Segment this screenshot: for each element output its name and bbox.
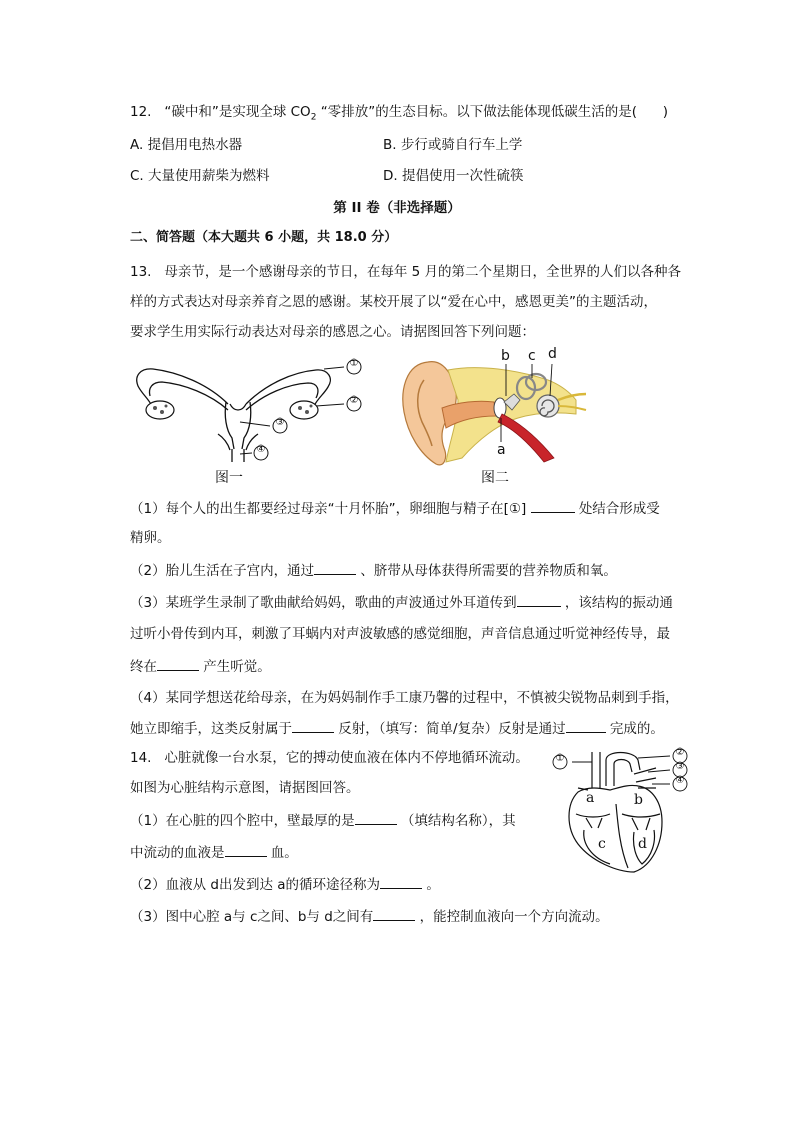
section-header: 二、简答题（本大题共 6 小题，共 18.0 分） <box>130 230 398 245</box>
heart-label-1: ① <box>555 753 565 764</box>
q13-sub3-line2: 过听小骨传到内耳，刺激了耳蜗内对声波敏感的感觉细胞，声音信息通过听觉神经传导，最 <box>130 626 670 642</box>
fig1-label-3: ③ <box>275 417 285 428</box>
fig2-label-c: c <box>528 348 536 364</box>
fig1-label-2: ② <box>349 395 359 406</box>
answer-blank[interactable] <box>157 656 199 671</box>
q12-option-a: A. 提倡用电热水器 <box>130 137 243 153</box>
heart-label-b: b <box>634 792 643 808</box>
figure-2-caption: 图二 <box>481 470 509 486</box>
q12-option-c: C. 大量使用薪柴为燃料 <box>130 168 270 184</box>
answer-blank[interactable] <box>314 560 356 575</box>
heart-label-a: a <box>586 790 595 806</box>
q14-sub2: （2）血液从 d出发到达 a的循环途径称为 。 <box>130 874 440 895</box>
q12-stem: 12. “碳中和”是实现全球 $CO_2$ “零排放”的生态目标。以下做法能体现低碳生活的是( ) <box>130 104 668 123</box>
figure-1-reproductive-system <box>128 354 368 464</box>
answer-blank[interactable] <box>373 906 415 921</box>
figure-2-ear <box>398 346 588 468</box>
heart-label-c: c <box>598 836 606 852</box>
answer-blank[interactable] <box>380 874 422 889</box>
q14-intro-line2: 如图为心脏结构示意图，请据图回答。 <box>130 780 360 796</box>
answer-blank[interactable] <box>517 592 561 607</box>
q14-sub3: （3）图中心腔 a与 c之间、b与 d之间有 ，能控制血液向一个方向流动。 <box>130 906 609 927</box>
q13-intro-line3: 要求学生用实际行动表达对母亲的感恩之心。请据图回答下列问题： <box>130 324 535 340</box>
q13-sub3-line3: 终在 产生听觉。 <box>130 656 271 677</box>
heart-label-4: ④ <box>675 775 685 786</box>
answer-blank[interactable] <box>292 718 334 733</box>
q13-sub1-line2: 精卵。 <box>130 530 171 546</box>
heart-label-2: ② <box>675 747 685 758</box>
q12-option-d: D. 提倡使用一次性硫筷 <box>383 168 524 184</box>
figure-1-caption: 图一 <box>215 470 243 486</box>
fig2-label-b: b <box>501 348 510 364</box>
q14-sub1-line2: 中流动的血液是 血。 <box>130 842 298 863</box>
fig2-label-d: d <box>548 346 557 362</box>
fig2-label-a: a <box>497 442 506 458</box>
q13-sub4-line1: （4）某同学想送花给母亲，在为妈妈制作手工康乃馨的过程中，不慎被尖锐物品刺到手指， <box>130 690 679 706</box>
q14-intro-line1: 14. 心脏就像一台水泵，它的搏动使血液在体内不停地循环流动。 <box>130 750 529 766</box>
part2-title: 第 II 卷（非选择题） <box>333 200 461 216</box>
fig1-label-4: ④ <box>256 444 266 455</box>
q13-intro-line1: 13. 母亲节，是一个感谢母亲的节日，在每年 5 月的第二个星期日，全世界的人们以各种各 <box>130 264 682 280</box>
answer-blank[interactable] <box>355 810 397 825</box>
figure-heart <box>548 748 698 876</box>
q13-sub3-line1: （3）某班学生录制了歌曲献给妈妈，歌曲的声波通过外耳道传到 ，该结构的振动通 <box>130 592 673 613</box>
fig1-label-1: ① <box>349 358 359 369</box>
q13-sub2: （2）胎儿生活在子宫内，通过 、脐带从母体获得所需要的营养物质和氧。 <box>130 560 617 581</box>
heart-label-d: d <box>638 836 647 852</box>
answer-blank[interactable] <box>566 718 606 733</box>
q12-option-b: B. 步行或骑自行车上学 <box>383 137 523 153</box>
q13-sub4-line2: 她立即缩手，这类反射属于 反射，（填写：简单/复杂）反射是通过 完成的。 <box>130 718 664 739</box>
q13-sub1-line1: （1）每个人的出生都要经过母亲“十月怀胎”，卵细胞与精子在[①] 处结合形成受 <box>130 498 660 519</box>
heart-label-3: ③ <box>675 761 685 772</box>
answer-blank[interactable] <box>531 498 575 513</box>
answer-blank[interactable] <box>225 842 267 857</box>
q13-intro-line2: 样的方式表达对母亲养育之恩的感谢。某校开展了以“爱在心中，感恩更美”的主题活动， <box>130 294 657 310</box>
q14-sub1-line1: （1）在心脏的四个腔中，壁最厚的是 （填结构名称），其 <box>130 810 516 831</box>
